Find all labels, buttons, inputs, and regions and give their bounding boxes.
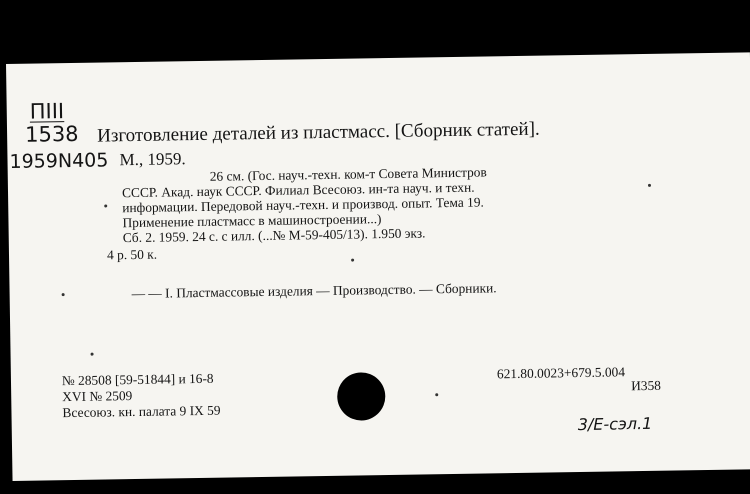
ink-speck (435, 393, 438, 396)
classification-number: 621.80.0023+679.5.004 (496, 364, 626, 382)
description-line: 4 р. 50 к. (106, 246, 158, 263)
ink-speck (104, 204, 107, 207)
ink-speck (91, 353, 94, 356)
catalog-card (6, 52, 750, 481)
description-line: Применение пластмасс в машиностроении...) (122, 211, 382, 231)
accession-line: № 28508 [59-51844] и 16-8 (61, 370, 214, 389)
description-line: 26 см. (Гос. науч.-техн. ком-т Совета Министров (209, 164, 487, 184)
punch-hole (337, 372, 386, 421)
card-imprint: М., 1959. (119, 149, 186, 170)
description-line: информации. Передовой науч.-техн. и производ. опыт. Тема 19. (122, 194, 484, 216)
author-code: И358 (631, 377, 662, 394)
shelfmark-line-3: 1959N405 (9, 149, 109, 173)
accession-line: Всесоюз. кн. палата 9 IX 59 (62, 402, 221, 421)
handwritten-note: 3/Е-сэл.1 (577, 413, 653, 435)
ink-speck (351, 259, 354, 262)
ink-speck (648, 184, 651, 187)
ink-speck (62, 293, 65, 296)
subject-tracing: — — I. Пластмассовые изделия — Производство. — Сборники. (131, 280, 497, 302)
accession-line: XVI № 2509 (62, 388, 133, 405)
shelfmark-line-2: 1538 (24, 121, 79, 147)
description-line: Сб. 2. 1959. 24 с. с илл. (...№ М-59-405/13). 1.950 экз. (122, 225, 426, 246)
shelfmark-line-1: ПIII (29, 99, 65, 124)
card-title: Изготовление деталей из пластмасс. [Сборник статей]. (96, 118, 540, 147)
description-line: СССР. Акад. наук СССР. Филиал Всесоюз. ин-та науч. и техн. (121, 179, 475, 201)
